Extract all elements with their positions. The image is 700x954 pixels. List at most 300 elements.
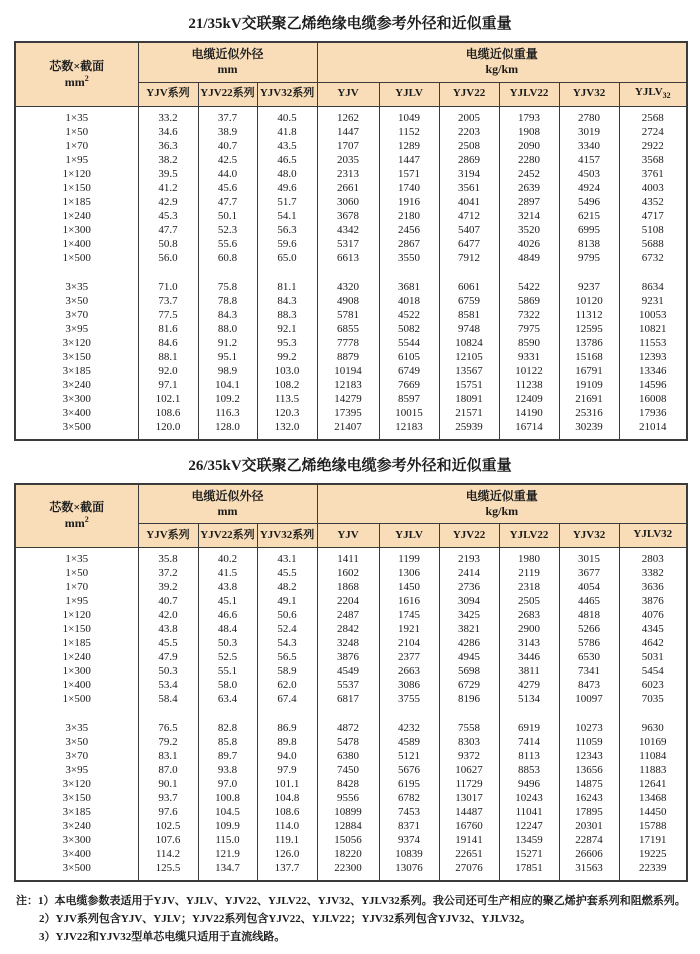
value-cell: 11084 — [619, 749, 687, 763]
value-cell: 47.9 — [138, 650, 198, 664]
value-cell: 16714 — [499, 420, 559, 440]
value-cell: 56.3 — [257, 223, 317, 237]
size-cell: 3×70 — [15, 749, 138, 763]
size-cell: 3×500 — [15, 861, 138, 881]
value-cell: 97.1 — [138, 378, 198, 392]
value-cell: 91.2 — [198, 336, 257, 350]
weight-group-unit: kg/km — [485, 62, 519, 77]
value-cell: 10097 — [559, 692, 619, 706]
value-cell: 12183 — [317, 378, 379, 392]
value-cell: 3143 — [499, 636, 559, 650]
size-cell: 3×300 — [15, 833, 138, 847]
value-cell: 3821 — [439, 622, 499, 636]
value-cell: 4849 — [499, 251, 559, 265]
value-cell: 7975 — [499, 322, 559, 336]
value-cell: 4549 — [317, 664, 379, 678]
separator-cell — [198, 706, 257, 721]
value-cell: 1707 — [317, 139, 379, 153]
value-cell: 4712 — [439, 209, 499, 223]
value-cell: 46.5 — [257, 153, 317, 167]
size-cell: 1×120 — [15, 167, 138, 181]
value-cell: 93.7 — [138, 791, 198, 805]
value-cell: 4924 — [559, 181, 619, 195]
value-cell: 5317 — [317, 237, 379, 251]
size-cell: 3×400 — [15, 847, 138, 861]
size-cell: 1×50 — [15, 566, 138, 580]
value-cell: 13468 — [619, 791, 687, 805]
value-cell: 34.6 — [138, 125, 198, 139]
value-cell: 78.8 — [198, 294, 257, 308]
col-header-yjv32-series: YJV32系列 — [257, 524, 317, 548]
value-cell: 73.7 — [138, 294, 198, 308]
value-cell: 13346 — [619, 364, 687, 378]
value-cell: 4818 — [559, 608, 619, 622]
diameter-group-unit: mm — [217, 62, 238, 77]
value-cell: 5478 — [317, 735, 379, 749]
value-cell: 58.9 — [257, 664, 317, 678]
value-cell: 99.2 — [257, 350, 317, 364]
separator-cell — [138, 265, 198, 280]
value-cell: 2204 — [317, 594, 379, 608]
value-cell: 16760 — [439, 819, 499, 833]
separator-cell — [559, 706, 619, 721]
value-cell: 16243 — [559, 791, 619, 805]
value-cell: 2005 — [439, 106, 499, 125]
value-cell: 84.6 — [138, 336, 198, 350]
value-cell: 10821 — [619, 322, 687, 336]
value-cell: 2487 — [317, 608, 379, 622]
table-row — [15, 336, 687, 350]
value-cell: 46.6 — [198, 608, 257, 622]
table-title-26-35kv: 26/35kV交联聚乙烯绝缘电缆参考外径和近似重量 — [188, 457, 512, 474]
value-cell: 1289 — [379, 139, 439, 153]
table-body — [15, 106, 687, 440]
value-cell: 82.8 — [198, 721, 257, 735]
value-cell: 1447 — [379, 153, 439, 167]
value-cell: 7778 — [317, 336, 379, 350]
table-row — [15, 805, 687, 819]
size-cell: 3×50 — [15, 294, 138, 308]
value-cell: 51.7 — [257, 195, 317, 209]
value-cell: 14875 — [559, 777, 619, 791]
value-cell: 1411 — [317, 548, 379, 567]
value-cell: 54.1 — [257, 209, 317, 223]
value-cell: 2900 — [499, 622, 559, 636]
value-cell: 2414 — [439, 566, 499, 580]
table-row — [15, 392, 687, 406]
size-cell: 1×70 — [15, 580, 138, 594]
value-cell: 10194 — [317, 364, 379, 378]
value-cell: 89.7 — [198, 749, 257, 763]
value-cell: 8428 — [317, 777, 379, 791]
value-cell: 3086 — [379, 678, 439, 692]
value-cell: 1980 — [499, 548, 559, 567]
separator-cell — [619, 265, 687, 280]
value-cell: 97.9 — [257, 763, 317, 777]
value-cell: 3425 — [439, 608, 499, 622]
value-cell: 4157 — [559, 153, 619, 167]
value-cell: 8113 — [499, 749, 559, 763]
value-cell: 1049 — [379, 106, 439, 125]
value-cell: 1571 — [379, 167, 439, 181]
value-cell: 63.4 — [198, 692, 257, 706]
value-cell: 50.3 — [138, 664, 198, 678]
value-cell: 2035 — [317, 153, 379, 167]
value-cell: 6380 — [317, 749, 379, 763]
value-cell: 81.1 — [257, 280, 317, 294]
value-cell: 47.7 — [198, 195, 257, 209]
value-cell: 14190 — [499, 406, 559, 420]
size-cell: 3×300 — [15, 392, 138, 406]
value-cell: 35.8 — [138, 548, 198, 567]
value-cell: 2661 — [317, 181, 379, 195]
separator-cell — [619, 706, 687, 721]
value-cell: 12247 — [499, 819, 559, 833]
value-cell: 4522 — [379, 308, 439, 322]
table-row — [15, 580, 687, 594]
value-cell: 1921 — [379, 622, 439, 636]
value-cell: 132.0 — [257, 420, 317, 440]
value-cell: 102.5 — [138, 819, 198, 833]
value-cell: 76.5 — [138, 721, 198, 735]
size-cell: 1×150 — [15, 181, 138, 195]
value-cell: 4352 — [619, 195, 687, 209]
value-cell: 3561 — [439, 181, 499, 195]
value-cell: 2318 — [499, 580, 559, 594]
value-cell: 19109 — [559, 378, 619, 392]
value-cell: 6613 — [317, 251, 379, 265]
value-cell: 2280 — [499, 153, 559, 167]
col-header-yjv32: YJV32 — [559, 524, 619, 548]
table-title-21-35kv: 21/35kV交联聚乙烯绝缘电缆参考外径和近似重量 — [188, 16, 512, 32]
value-cell: 44.0 — [198, 167, 257, 181]
value-cell: 6215 — [559, 209, 619, 223]
table-row — [15, 636, 687, 650]
value-cell: 9795 — [559, 251, 619, 265]
value-cell: 90.1 — [138, 777, 198, 791]
value-cell: 9748 — [439, 322, 499, 336]
table-row — [15, 139, 687, 153]
size-cell: 1×35 — [15, 106, 138, 125]
value-cell: 7035 — [619, 692, 687, 706]
value-cell: 16791 — [559, 364, 619, 378]
value-cell: 85.8 — [198, 735, 257, 749]
value-cell: 38.2 — [138, 153, 198, 167]
separator-cell — [15, 706, 138, 721]
separator-cell — [15, 265, 138, 280]
value-cell: 13076 — [379, 861, 439, 881]
value-cell: 9237 — [559, 280, 619, 294]
table-row — [15, 167, 687, 181]
value-cell: 6855 — [317, 322, 379, 336]
value-cell: 2867 — [379, 237, 439, 251]
value-cell: 14279 — [317, 392, 379, 406]
value-cell: 9372 — [439, 749, 499, 763]
value-cell: 13017 — [439, 791, 499, 805]
value-cell: 102.1 — [138, 392, 198, 406]
value-cell: 10053 — [619, 308, 687, 322]
weight-group-title: 电缆近似重量 — [465, 47, 538, 62]
col-header-yjlv: YJLV — [379, 82, 439, 106]
group-separator-row — [15, 265, 687, 280]
value-cell: 3755 — [379, 692, 439, 706]
value-cell: 5781 — [317, 308, 379, 322]
value-cell: 4945 — [439, 650, 499, 664]
value-cell: 5544 — [379, 336, 439, 350]
table-row — [15, 406, 687, 420]
value-cell: 8371 — [379, 819, 439, 833]
value-cell: 3340 — [559, 139, 619, 153]
value-cell: 8196 — [439, 692, 499, 706]
value-cell: 41.8 — [257, 125, 317, 139]
value-cell: 6732 — [619, 251, 687, 265]
table-row — [15, 608, 687, 622]
value-cell: 65.0 — [257, 251, 317, 265]
value-cell: 3876 — [317, 650, 379, 664]
value-cell: 31563 — [559, 861, 619, 881]
group-separator-row — [15, 706, 687, 721]
value-cell: 12409 — [499, 392, 559, 406]
value-cell: 114.0 — [257, 819, 317, 833]
separator-cell — [499, 706, 559, 721]
table-row — [15, 364, 687, 378]
table-header — [15, 484, 687, 548]
value-cell: 25316 — [559, 406, 619, 420]
size-cell: 1×500 — [15, 251, 138, 265]
size-cell: 3×500 — [15, 420, 138, 440]
value-cell: 4345 — [619, 622, 687, 636]
header-group-row — [15, 42, 687, 82]
value-cell: 38.9 — [198, 125, 257, 139]
value-cell: 8879 — [317, 350, 379, 364]
table-row — [15, 195, 687, 209]
value-cell: 109.9 — [198, 819, 257, 833]
table-row — [15, 106, 687, 125]
value-cell: 3761 — [619, 167, 687, 181]
value-cell: 10899 — [317, 805, 379, 819]
value-cell: 6919 — [499, 721, 559, 735]
value-cell: 18091 — [439, 392, 499, 406]
size-cell: 1×240 — [15, 650, 138, 664]
value-cell: 12393 — [619, 350, 687, 364]
value-cell: 40.7 — [138, 594, 198, 608]
value-cell: 3568 — [619, 153, 687, 167]
separator-cell — [138, 706, 198, 721]
value-cell: 12183 — [379, 420, 439, 440]
value-cell: 48.4 — [198, 622, 257, 636]
separator-cell — [439, 265, 499, 280]
value-cell: 48.0 — [257, 167, 317, 181]
value-cell: 2922 — [619, 139, 687, 153]
value-cell: 7322 — [499, 308, 559, 322]
value-cell: 10243 — [499, 791, 559, 805]
value-cell: 104.1 — [198, 378, 257, 392]
value-cell: 7669 — [379, 378, 439, 392]
note-line-2 — [16, 910, 686, 928]
core-size-label: 芯数×截面 — [49, 500, 105, 515]
value-cell: 120.0 — [138, 420, 198, 440]
value-cell: 4503 — [559, 167, 619, 181]
value-cell: 81.6 — [138, 322, 198, 336]
value-cell: 9374 — [379, 833, 439, 847]
value-cell: 10824 — [439, 336, 499, 350]
value-cell: 4717 — [619, 209, 687, 223]
size-cell: 3×50 — [15, 735, 138, 749]
col-header-yjlv22: YJLV22 — [499, 524, 559, 548]
value-cell: 50.6 — [257, 608, 317, 622]
size-cell: 3×150 — [15, 791, 138, 805]
size-cell: 3×150 — [15, 350, 138, 364]
value-cell: 36.3 — [138, 139, 198, 153]
value-cell: 2568 — [619, 106, 687, 125]
value-cell: 2456 — [379, 223, 439, 237]
value-cell: 2313 — [317, 167, 379, 181]
table-row — [15, 181, 687, 195]
value-cell: 2842 — [317, 622, 379, 636]
value-cell: 9331 — [499, 350, 559, 364]
value-cell: 4642 — [619, 636, 687, 650]
value-cell: 2803 — [619, 548, 687, 567]
table-row — [15, 847, 687, 861]
table-row — [15, 749, 687, 763]
cable-spec-section-26-35kv — [14, 454, 686, 883]
value-cell: 5134 — [499, 692, 559, 706]
separator-cell — [257, 706, 317, 721]
value-cell: 2090 — [499, 139, 559, 153]
value-cell: 12595 — [559, 322, 619, 336]
value-cell: 37.7 — [198, 106, 257, 125]
value-cell: 3194 — [439, 167, 499, 181]
value-cell: 43.8 — [138, 622, 198, 636]
value-cell: 3636 — [619, 580, 687, 594]
value-cell: 11059 — [559, 735, 619, 749]
value-cell: 2193 — [439, 548, 499, 567]
table-row — [15, 237, 687, 251]
value-cell: 45.6 — [198, 181, 257, 195]
value-cell: 6759 — [439, 294, 499, 308]
diameter-group-title: 电缆近似外径 — [191, 47, 264, 62]
value-cell: 5454 — [619, 664, 687, 678]
value-cell: 79.2 — [138, 735, 198, 749]
value-cell: 27076 — [439, 861, 499, 881]
value-cell: 9496 — [499, 777, 559, 791]
value-cell: 1199 — [379, 548, 439, 567]
table-header — [15, 42, 687, 106]
diameter-group-title: 电缆近似外径 — [191, 488, 264, 503]
col-header-yjv32-series: YJV32系列 — [257, 82, 317, 106]
value-cell: 88.3 — [257, 308, 317, 322]
spec-table-26-35kv — [14, 483, 688, 883]
value-cell: 4465 — [559, 594, 619, 608]
value-cell: 43.5 — [257, 139, 317, 153]
value-cell: 5266 — [559, 622, 619, 636]
value-cell: 10122 — [499, 364, 559, 378]
value-cell: 39.2 — [138, 580, 198, 594]
size-cell: 1×300 — [15, 664, 138, 678]
col-header-yjlv32: YJLV32 — [619, 524, 687, 548]
value-cell: 1916 — [379, 195, 439, 209]
value-cell: 3681 — [379, 280, 439, 294]
col-header-yjv32: YJV32 — [559, 82, 619, 106]
value-cell: 125.5 — [138, 861, 198, 881]
value-cell: 2377 — [379, 650, 439, 664]
value-cell: 21691 — [559, 392, 619, 406]
table-row — [15, 566, 687, 580]
value-cell: 19225 — [619, 847, 687, 861]
value-cell: 104.5 — [198, 805, 257, 819]
value-cell: 2104 — [379, 636, 439, 650]
table-row — [15, 763, 687, 777]
value-cell: 2505 — [499, 594, 559, 608]
value-cell: 16008 — [619, 392, 687, 406]
separator-cell — [317, 706, 379, 721]
value-cell: 17936 — [619, 406, 687, 420]
note-line-3 — [16, 928, 686, 946]
table-row — [15, 378, 687, 392]
value-cell: 87.0 — [138, 763, 198, 777]
value-cell: 115.0 — [198, 833, 257, 847]
table-row — [15, 223, 687, 237]
value-cell: 8634 — [619, 280, 687, 294]
value-cell: 114.2 — [138, 847, 198, 861]
size-cell: 1×50 — [15, 125, 138, 139]
col-header-yjv: YJV — [317, 82, 379, 106]
value-cell: 88.0 — [198, 322, 257, 336]
table-row — [15, 735, 687, 749]
weight-group-title: 电缆近似重量 — [465, 488, 538, 503]
note-prefix: 注： — [16, 895, 38, 907]
value-cell: 55.6 — [198, 237, 257, 251]
note-text: 1）本电缆参数表适用于YJV、YJLV、YJV22、YJLV22、YJV32、YJLV32系列。我公司还可生产相应的聚乙烯护套系列和阻燃系列。 — [38, 895, 686, 907]
value-cell: 22339 — [619, 861, 687, 881]
table-row — [15, 153, 687, 167]
value-cell: 22874 — [559, 833, 619, 847]
value-cell: 13786 — [559, 336, 619, 350]
spec-table-21-35kv — [14, 41, 688, 441]
value-cell: 95.1 — [198, 350, 257, 364]
col-header-yjv: YJV — [317, 524, 379, 548]
value-cell: 12343 — [559, 749, 619, 763]
value-cell: 4342 — [317, 223, 379, 237]
value-cell: 92.0 — [138, 364, 198, 378]
size-cell: 1×185 — [15, 636, 138, 650]
value-cell: 48.2 — [257, 580, 317, 594]
value-cell: 7341 — [559, 664, 619, 678]
table-row — [15, 791, 687, 805]
value-cell: 41.2 — [138, 181, 198, 195]
value-cell: 4872 — [317, 721, 379, 735]
core-size-unit: $mm^2$ — [64, 73, 89, 89]
value-cell: 3811 — [499, 664, 559, 678]
value-cell: 5869 — [499, 294, 559, 308]
notes — [16, 892, 686, 946]
size-cell: 1×240 — [15, 209, 138, 223]
value-cell: 55.1 — [198, 664, 257, 678]
value-cell: 4279 — [499, 678, 559, 692]
value-cell: 62.0 — [257, 678, 317, 692]
value-cell: 2119 — [499, 566, 559, 580]
value-cell: 83.1 — [138, 749, 198, 763]
value-cell: 17191 — [619, 833, 687, 847]
value-cell: 108.2 — [257, 378, 317, 392]
size-cell: 1×185 — [15, 195, 138, 209]
value-cell: 47.7 — [138, 223, 198, 237]
value-cell: 3019 — [559, 125, 619, 139]
value-cell: 71.0 — [138, 280, 198, 294]
value-cell: 128.0 — [198, 420, 257, 440]
col-header-yjlv22: YJLV22 — [499, 82, 559, 106]
value-cell: 9231 — [619, 294, 687, 308]
